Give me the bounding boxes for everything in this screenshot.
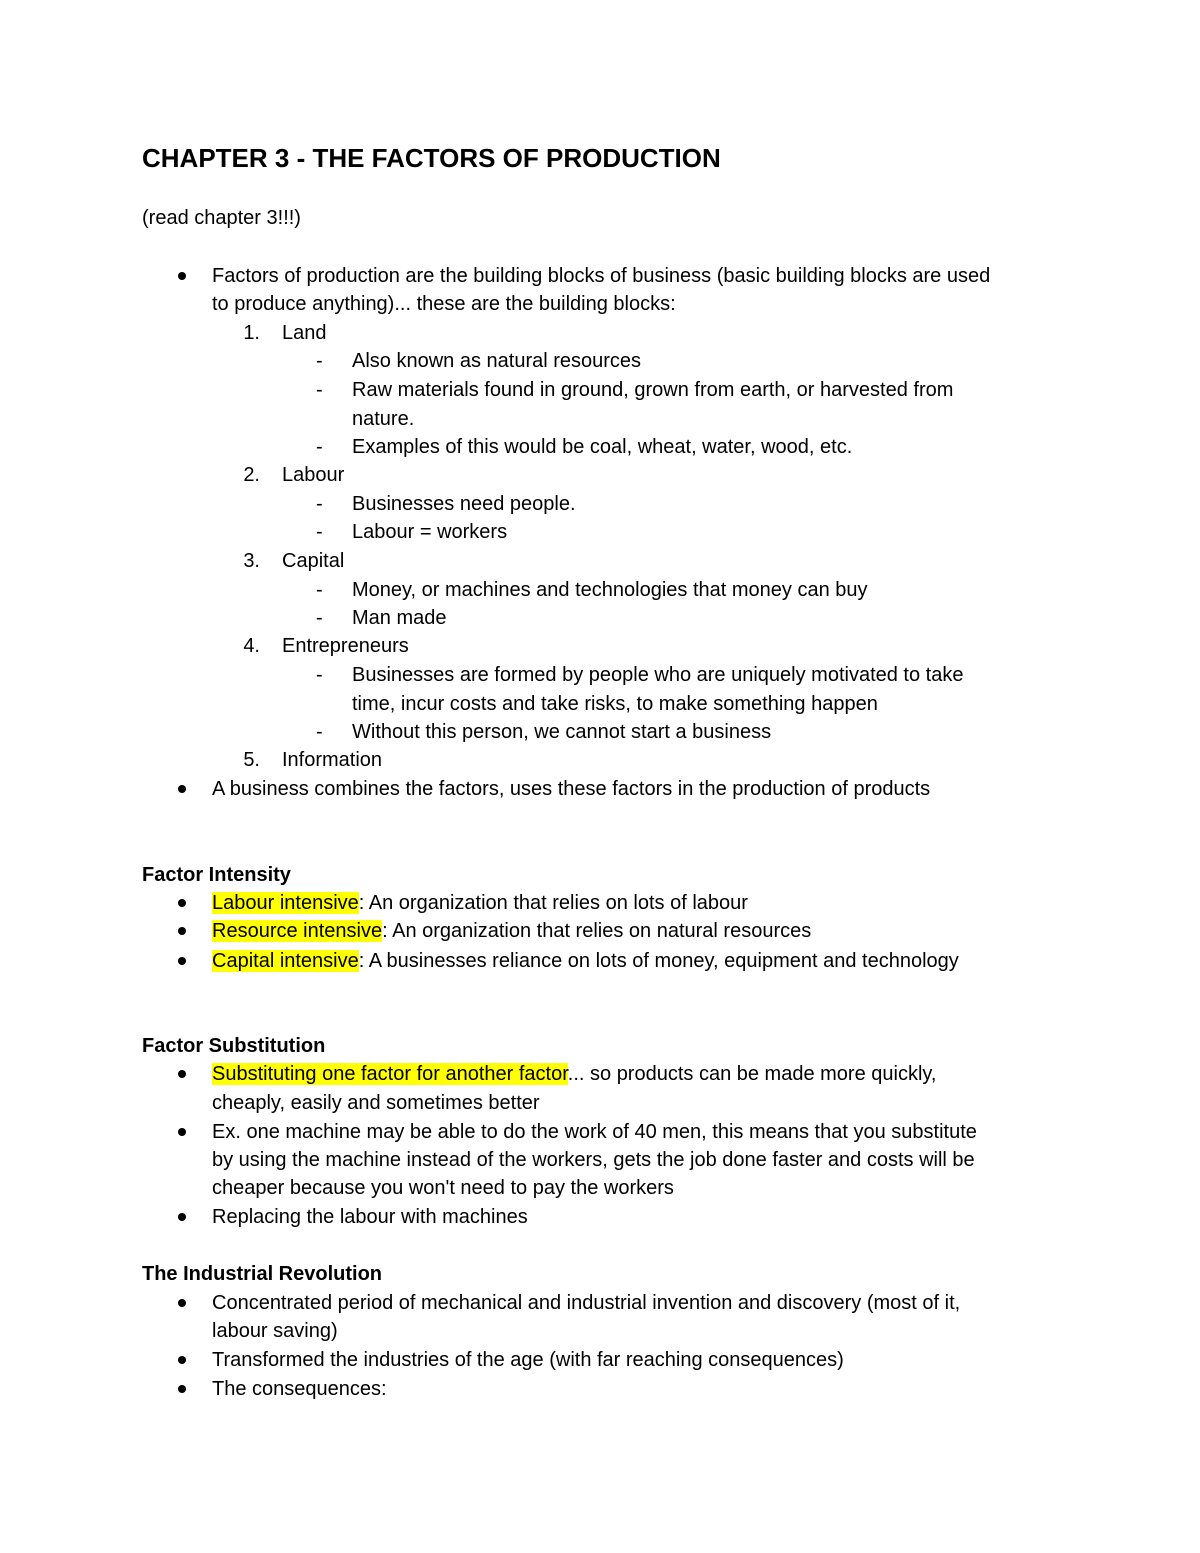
bullet-icon <box>178 1356 186 1364</box>
list-item: Also known as natural resources <box>352 350 642 372</box>
section-heading-industrial-revolution: The Industrial Revolution <box>142 1263 383 1285</box>
list-number: 3. <box>243 550 260 572</box>
bullet-icon <box>178 1070 186 1078</box>
bullet-icon <box>178 1128 186 1136</box>
dash-icon: - <box>316 721 323 743</box>
bullet-icon <box>178 957 186 965</box>
list-item: Labour = workers <box>352 521 508 543</box>
intro-bullet-1-line-1: Factors of production are the building blocks of business (basic building blocks are used <box>212 265 991 287</box>
list-item <box>212 917 811 945</box>
factor-name-labour: Labour <box>282 464 345 486</box>
bullet-icon <box>178 272 186 280</box>
dash-icon: - <box>316 350 323 372</box>
dash-icon: - <box>316 607 323 629</box>
highlighted-term: Capital intensive <box>212 950 359 972</box>
factor-name-information: Information <box>282 749 383 771</box>
highlighted-term: Labour intensive <box>212 892 359 914</box>
list-item: Businesses are formed by people who are uniquely motivated to take <box>352 664 964 686</box>
list-number: 4. <box>243 635 260 657</box>
list-item: The consequences: <box>212 1378 387 1400</box>
section-heading-factor-intensity: Factor Intensity <box>142 864 291 886</box>
dash-icon: - <box>316 379 323 401</box>
list-item: Businesses need people. <box>352 493 576 515</box>
factor-name-land: Land <box>282 322 327 344</box>
bullet-icon <box>178 1213 186 1221</box>
bullet-icon <box>178 785 186 793</box>
term-definition: : An organization that relies on natural resources <box>382 920 812 942</box>
list-number: 5. <box>243 749 260 771</box>
dash-icon: - <box>316 664 323 686</box>
list-item-continued: labour saving) <box>212 1320 338 1342</box>
bullet-icon <box>178 1385 186 1393</box>
page-title: CHAPTER 3 - THE FACTORS OF PRODUCTION <box>142 143 721 173</box>
list-item: Raw materials found in ground, grown from earth, or harvested from <box>352 379 954 401</box>
term-definition: : A businesses reliance on lots of money, equipment and technology <box>358 950 959 972</box>
bullet-icon <box>178 899 186 907</box>
list-item: Examples of this would be coal, wheat, water, wood, etc. <box>352 436 853 458</box>
list-number: 1. <box>243 322 260 344</box>
term-definition: ... so products can be made more quickly, <box>567 1063 937 1085</box>
list-item: Money, or machines and technologies that money can buy <box>352 579 868 601</box>
read-note: (read chapter 3!!!) <box>142 207 301 229</box>
bullet-icon <box>178 1299 186 1307</box>
list-item: Without this person, we cannot start a business <box>352 721 772 743</box>
intro-bullet-1-line-2: to produce anything)... these are the building blocks: <box>212 293 676 315</box>
list-item: Replacing the labour with machines <box>212 1206 528 1228</box>
list-item: time, incur costs and take risks, to make something happen <box>352 693 878 715</box>
term-definition: : An organization that relies on lots of labour <box>358 892 748 914</box>
list-item <box>212 947 959 975</box>
bullet-icon <box>178 927 186 935</box>
list-item <box>212 1060 936 1088</box>
factor-name-capital: Capital <box>282 550 345 572</box>
intro-bullet-2: A business combines the factors, uses these factors in the production of products <box>212 778 931 800</box>
list-item: Ex. one machine may be able to do the work of 40 men, this means that you substitute <box>212 1121 977 1143</box>
highlighted-term: Substituting one factor for another factor <box>212 1063 568 1085</box>
list-item <box>212 889 748 917</box>
list-item-continued: cheaper because you won't need to pay the workers <box>212 1177 674 1199</box>
highlighted-term: Resource intensive <box>212 920 383 942</box>
list-item: nature. <box>352 408 415 430</box>
dash-icon: - <box>316 436 323 458</box>
list-number: 2. <box>243 464 260 486</box>
section-heading-factor-substitution: Factor Substitution <box>142 1035 326 1057</box>
list-item-continued: by using the machine instead of the workers, gets the job done faster and costs will be <box>212 1149 975 1171</box>
dash-icon: - <box>316 493 323 515</box>
list-item: Transformed the industries of the age (with far reaching consequences) <box>212 1349 844 1371</box>
dash-icon: - <box>316 521 323 543</box>
dash-icon: - <box>316 579 323 601</box>
factor-name-entrepreneurs: Entrepreneurs <box>282 635 409 657</box>
list-item-continued: cheaply, easily and sometimes better <box>212 1092 540 1114</box>
list-item: Man made <box>352 607 447 629</box>
list-item: Concentrated period of mechanical and industrial invention and discovery (most of it, <box>212 1292 961 1314</box>
